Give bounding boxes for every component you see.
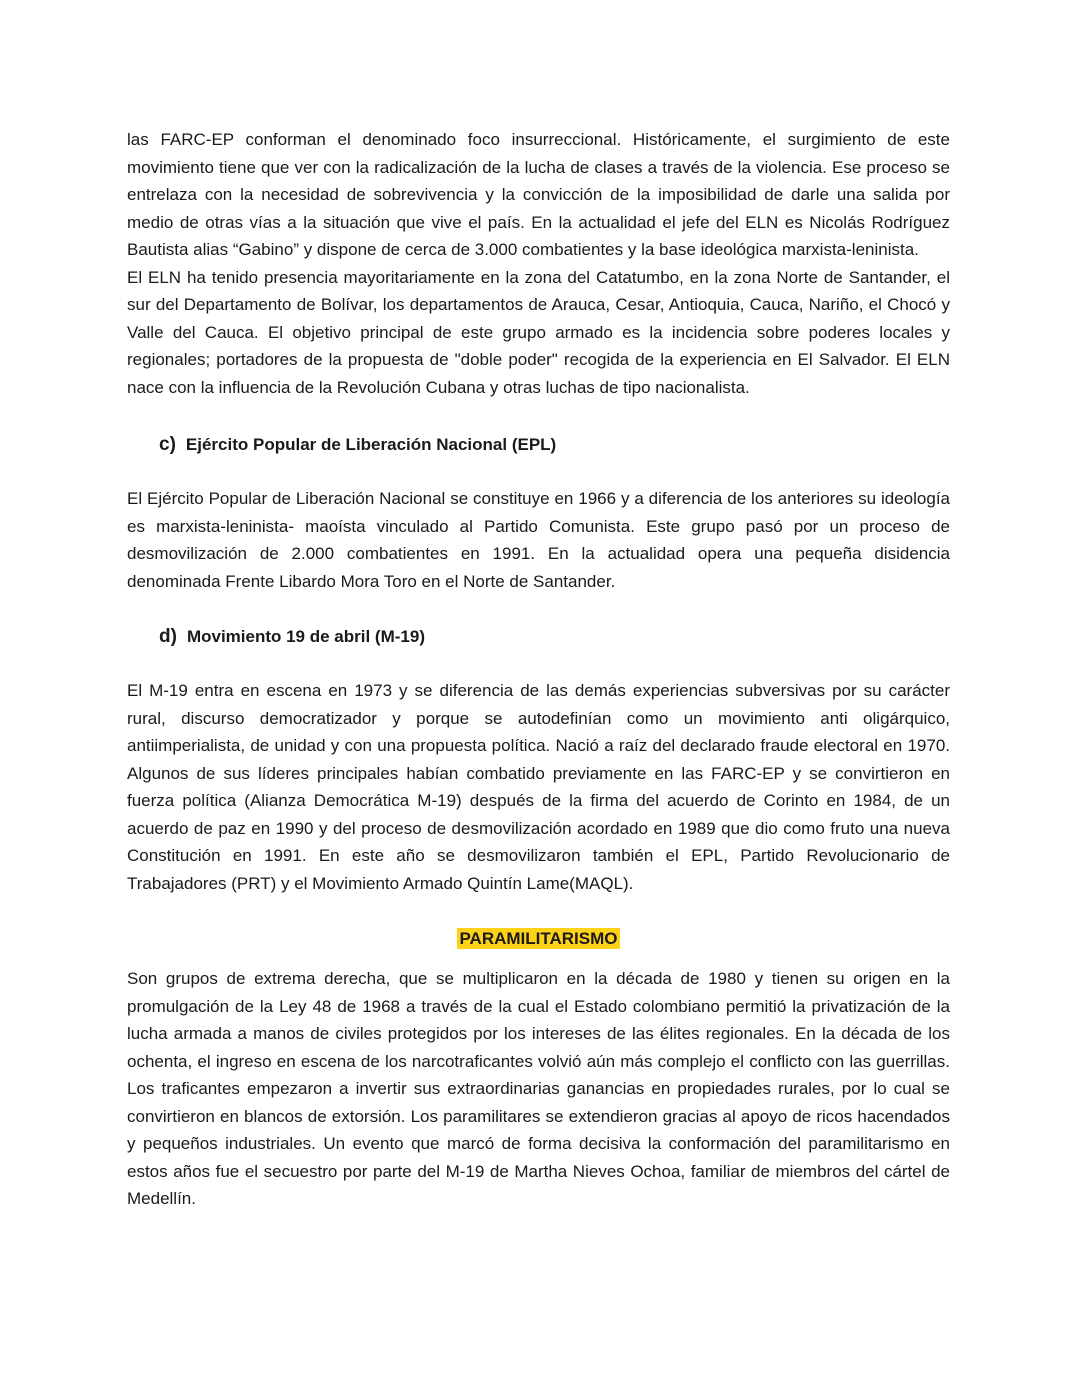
heading-m19	[127, 623, 950, 650]
paragraph-epl: El Ejército Popular de Liberación Nacional se constituye en 1966 y a diferencia de los anteriores su ideología es marxista-leninista- maoísta vinculado al Partido Comunista. Este grupo pasó por un proceso de desmovilización de 2.000 combatientes en 1991. En la actualidad opera una pequeña disidencia denominada Frente Libardo Mora Toro en el Norte de Santander.	[127, 489, 950, 591]
heading-m19-letter: d)	[159, 626, 177, 647]
section-title-paramilitarismo	[127, 925, 950, 953]
heading-m19-text: Movimiento 19 de abril (M-19)	[186, 627, 425, 646]
document-page	[127, 126, 950, 1213]
heading-epl	[127, 431, 950, 458]
section-title-text: PARAMILITARISMO	[459, 929, 618, 948]
paragraph-eln-origins: las FARC-EP conforman el denominado foco insurreccional. Históricamente, el surgimiento de este movimiento tiene que ver con la radicalización de la lucha de clases a través de la violencia. Ese proceso se entrelaza con la necesidad de sobrevivencia y la convicción de la imposibilidad de darle una salida por medio de otras vías a la situación que vive el país. En la actualidad el jefe del ELN es Nicolás Rodríguez Bautista alias “Gabino” y dispone de cerca de 3.000 combatientes y la base ideológica marxista-leninista.	[127, 130, 950, 259]
heading-epl-text: Ejército Popular de Liberación Nacional (EPL)	[185, 435, 557, 454]
paragraph-m19: El M-19 entra en escena en 1973 y se diferencia de las demás experiencias subversivas por su carácter rural, discurso democratizador y porque se autodefinían como un movimiento anti oligárquico, antiimperialista, de unidad y con una propuesta política. Nació a raíz del declarado fraude electoral en 1970. Algunos de sus líderes principales habían combatido previamente en las FARC-EP y se convirtieron en fuerza política (Alianza Democrática M-19) después de la firma del acuerdo de Corinto en 1984, de un acuerdo de paz en 1990 y del proceso de desmovilización acordado en 1989 que dio como fruto una nueva Constitución en 1991. En este año se desmovilizaron también el EPL, Partido Revolucionario de Trabajadores (PRT) y el Movimiento Armado Quintín Lame(MAQL).	[127, 681, 950, 893]
heading-epl-letter: c)	[159, 434, 176, 455]
paragraph-paramilitarismo: Son grupos de extrema derecha, que se multiplicaron en la década de 1980 y tienen su origen en la promulgación de la Ley 48 de 1968 a través de la cual el Estado colombiano permitió la privatización de la lucha armada a manos de civiles protegidos por los intereses de las élites regionales. En la década de los ochenta, el ingreso en escena de los narcotraficantes volvió aún más complejo el conflicto con las guerrillas. Los traficantes empezaron a invertir sus extraordinarias ganancias en propiedades rurales, por lo cual se convirtieron en blancos de extorsión. Los paramilitares se extendieron gracias al apoyo de ricos hacendados y pequeños industriales. Un evento que marcó de forma decisiva la conformación del paramilitarismo en estos años fue el secuestro por parte del M-19 de Martha Nieves Ochoa, familiar de miembros del cártel de Medellín.	[127, 969, 950, 1208]
paragraph-eln-presence: El ELN ha tenido presencia mayoritariamente en la zona del Catatumbo, en la zona Norte de Santander, el sur del Departamento de Bolívar, los departamentos de Arauca, Cesar, Antioquia, Cauca, Nariño, el Chocó y Valle del Cauca. El objetivo principal de este grupo armado es la incidencia sobre poderes locales y regionales; portadores de la propuesta de "doble poder" recogida de la experiencia en El Salvador. El ELN nace con la influencia de la Revolución Cubana y otras luchas de tipo nacionalista.	[127, 267, 950, 397]
